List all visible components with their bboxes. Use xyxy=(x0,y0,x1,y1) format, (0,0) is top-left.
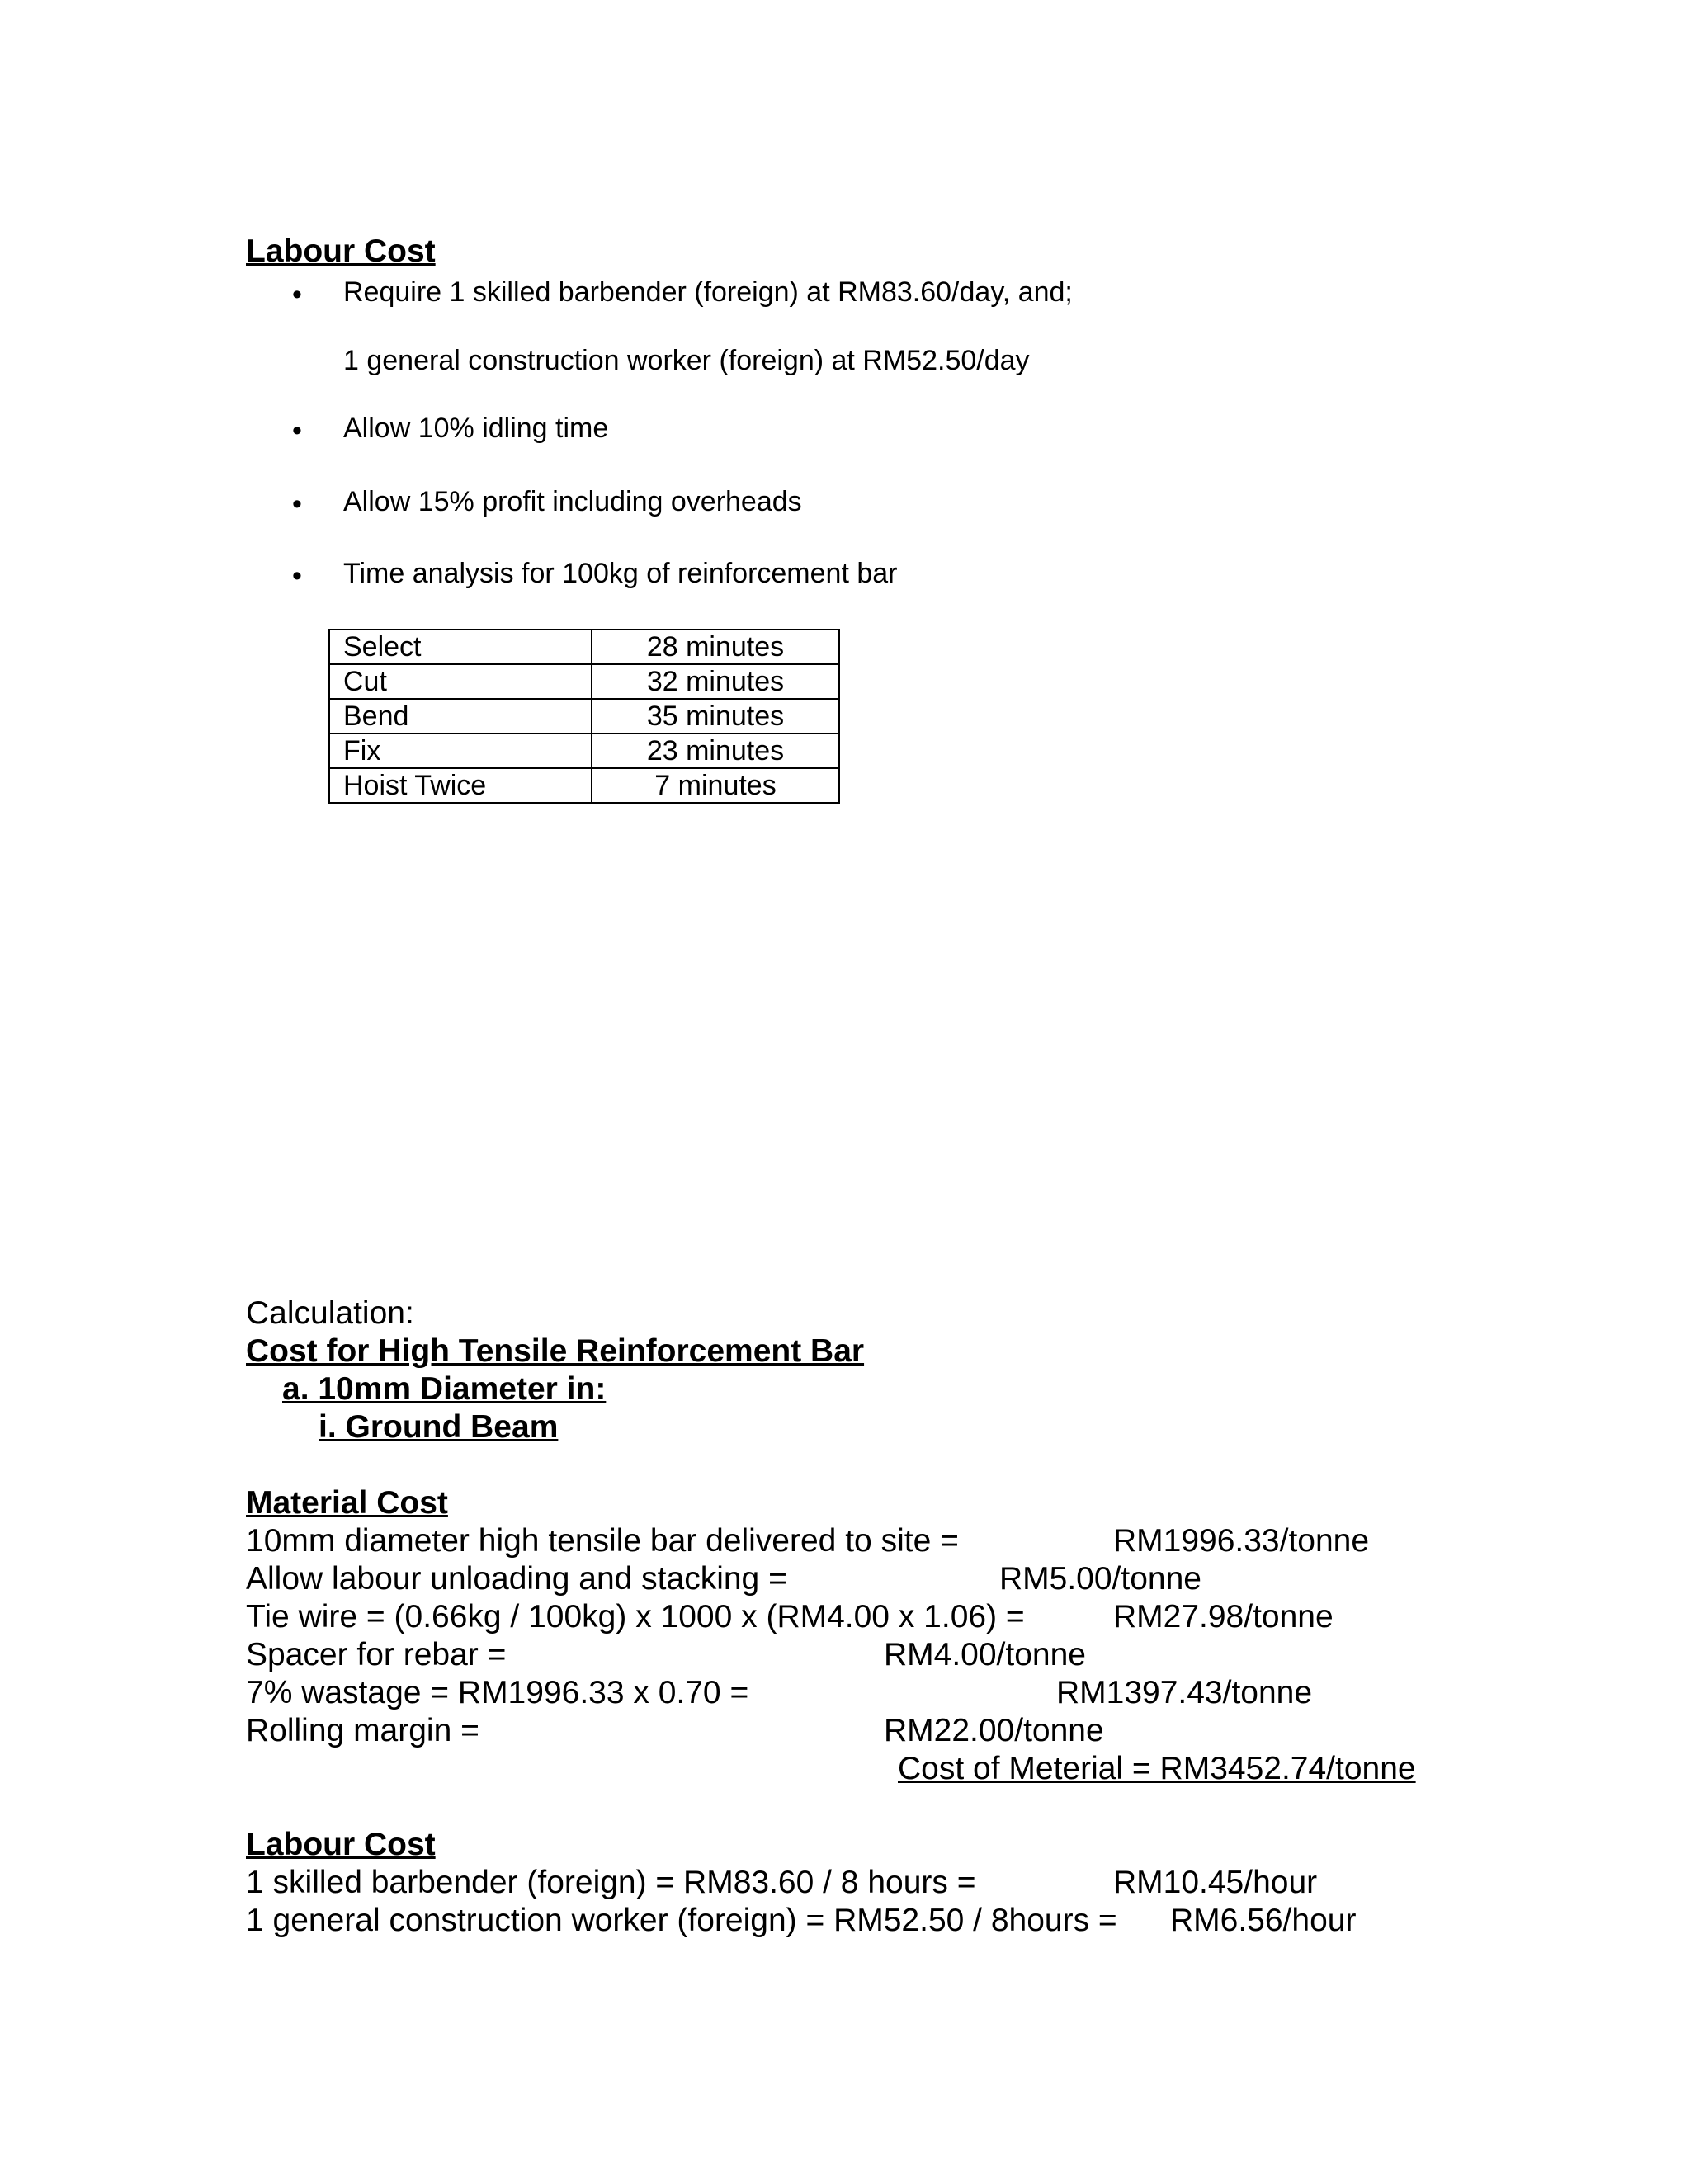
labour-line-label: 1 general construction worker (foreign) = RM52.50 / 8hours = xyxy=(246,1903,1117,1938)
material-cost-total: Cost of Meterial = RM3452.74/tonne xyxy=(898,1751,1416,1786)
bullet-icon: • xyxy=(292,279,302,310)
material-line-value: RM4.00/tonne xyxy=(884,1637,1086,1672)
calculation-label: Calculation: xyxy=(246,1295,414,1331)
bullet-text-1: Require 1 skilled barbender (foreign) at RM83.60/day, and; xyxy=(343,276,1073,308)
material-line-value: RM1397.43/tonne xyxy=(1056,1675,1313,1710)
table-row xyxy=(329,734,839,768)
material-line-label: Tie wire = (0.66kg / 100kg) x 1000 x (RM4.00 x 1.06) = xyxy=(246,1599,1025,1634)
labour-line-label: 1 skilled barbender (foreign) = RM83.60 / 8 hours = xyxy=(246,1865,976,1900)
labour-line-value: RM6.56/hour xyxy=(1170,1903,1357,1938)
task-cell: Cut xyxy=(329,664,592,699)
ground-beam-subtitle: i. Ground Beam xyxy=(319,1409,559,1445)
table-row xyxy=(329,664,839,699)
task-cell: Bend xyxy=(329,699,592,734)
material-line-label: 7% wastage = RM1996.33 x 0.70 = xyxy=(246,1675,749,1710)
bullet-icon: • xyxy=(292,560,302,592)
calculation-title: Cost for High Tensile Reinforcement Bar xyxy=(246,1333,865,1369)
time-analysis-table xyxy=(328,629,840,804)
time-cell: 35 minutes xyxy=(592,699,839,734)
material-cost-heading: Material Cost xyxy=(246,1485,448,1521)
table-row xyxy=(329,699,839,734)
material-line-value: RM27.98/tonne xyxy=(1113,1599,1334,1634)
diameter-subtitle: a. 10mm Diameter in: xyxy=(282,1371,607,1407)
material-line-label: Spacer for rebar = xyxy=(246,1637,507,1672)
task-cell: Fix xyxy=(329,734,592,768)
material-line-label: Rolling margin = xyxy=(246,1713,479,1748)
bullet-icon: • xyxy=(292,415,302,446)
bullet-icon: • xyxy=(292,488,302,520)
task-cell: Hoist Twice xyxy=(329,768,592,803)
material-line-value: RM1996.33/tonne xyxy=(1113,1523,1370,1559)
bullet-text-2: Allow 10% idling time xyxy=(343,413,609,444)
time-cell: 28 minutes xyxy=(592,630,839,664)
time-cell: 32 minutes xyxy=(592,664,839,699)
bullet-text-3: Allow 15% profit including overheads xyxy=(343,486,802,517)
material-line-value: RM5.00/tonne xyxy=(999,1561,1201,1597)
table-row xyxy=(329,630,839,664)
bullet-text-1-continuation: 1 general construction worker (foreign) at RM52.50/day xyxy=(343,345,1030,376)
table-row xyxy=(329,768,839,803)
time-cell: 7 minutes xyxy=(592,768,839,803)
time-cell: 23 minutes xyxy=(592,734,839,768)
task-cell: Select xyxy=(329,630,592,664)
bullet-text-4: Time analysis for 100kg of reinforcement bar xyxy=(343,558,898,589)
material-line-label: Allow labour unloading and stacking = xyxy=(246,1561,787,1597)
material-line-value: RM22.00/tonne xyxy=(884,1713,1104,1748)
labour-line-value: RM10.45/hour xyxy=(1113,1865,1318,1900)
labour-cost-heading: Labour Cost xyxy=(246,233,436,269)
labour-cost-heading-2: Labour Cost xyxy=(246,1827,436,1862)
material-line-label: 10mm diameter high tensile bar delivered to site = xyxy=(246,1523,959,1559)
